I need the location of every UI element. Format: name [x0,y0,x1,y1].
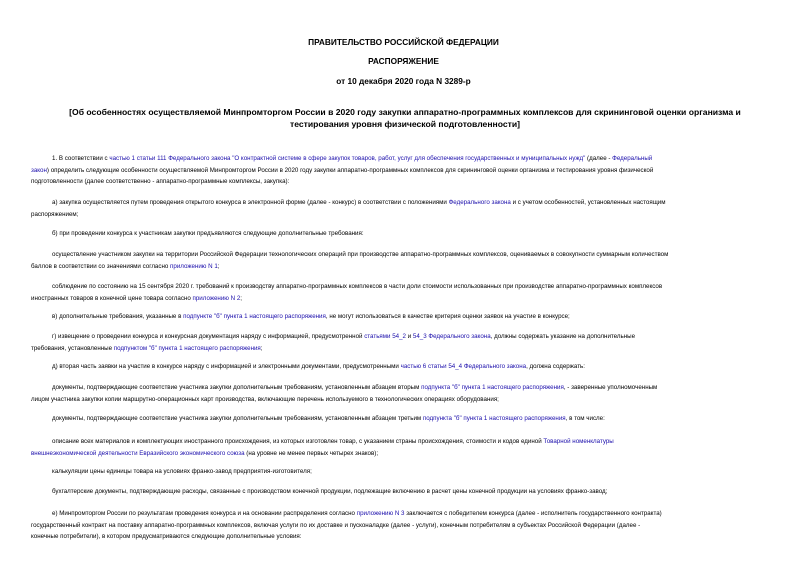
subparagraph-d-item-5 [31,486,775,498]
article-54-3-link[interactable]: 54_3 Федерального закона [412,333,491,340]
text: иностранных товаров в конечной цене товара согласно [31,294,193,302]
paragraph-1 [31,153,775,188]
text: (на уровне не менее первых четырех знаков); [244,449,379,457]
document-type: РАСПОРЯЖЕНИЕ [368,56,439,66]
text: , не могут использоваться в качестве критерия оценки заявок на участие в конкурсе; [325,313,570,320]
subparagraph-b-link[interactable]: подпункта "б" пункта 1 настоящего распоряжения [422,415,566,422]
text: государственный контракт на поставку аппаратно-программных комплексов, включая услуги по их доставке и пусконаладке (далее - услуги), конечным потребителям в субъектах Российской Федерации (далее - [31,521,641,529]
subparagraph-d-item-2 [31,413,775,425]
text: калькуляции цены единицы товара на условиях франко-завод предприятия-изготовителя; [52,468,312,475]
federal-law-link-cont[interactable]: закон [31,166,47,174]
text: баллов в соответствии со значениями согласно [31,262,171,270]
appendix-3-link[interactable]: приложению N 3 [356,510,405,517]
text: в) дополнительные требования, указанные в [52,313,184,320]
appendix-2-link[interactable]: приложению N 2 [192,294,241,302]
text: (далее - [585,155,613,162]
appendix-1-link[interactable]: приложению N 1 [170,262,218,270]
federal-law-link[interactable]: Федеральный [612,155,653,162]
text: е) Минпромторгом России по результатам проведения конкурса и на основании распределения согласно [52,510,357,517]
text: и с учетом особенностей, установленных настоящим [510,199,666,206]
subparagraph-b [31,228,775,240]
text: осуществление участником закупки на территории Российской Федерации технологических операций при производстве аппаратно-программных комплексов, оцениваемых в совокупности суммарным количеством [52,251,669,258]
text: распоряжением; [31,210,79,218]
text: б) при проведении конкурса к участникам закупки предъявляются следующие дополнительные требования: [52,230,364,237]
subparagraph-a [31,197,775,220]
subparagraph-b-link[interactable]: подпункта "б" пункта 1 настоящего распоряжения [421,384,564,391]
tn-ved-link[interactable]: Товарной номенклатуры [543,438,614,445]
text: подготовленности (далее соответственно - аппаратно-программные комплексы, закупка): [31,178,290,185]
subparagraph-e [31,508,775,543]
text: конечные потребители), в котором предусматриваются следующие дополнительные условия: [31,533,302,540]
subparagraph-g [31,331,775,354]
subparagraph-b-link[interactable]: подпунктом "б" пункта 1 настоящего распоряжения [113,344,261,352]
text: документы, подтверждающие соответствие участника закупки дополнительным требованиям, установленным абзацем третьим [52,415,423,422]
subparagraph-b-item-1 [31,249,775,272]
document-title-line-2: тестирования уровня физической подготовленности] [290,119,520,129]
text: документы, подтверждающие соответствие участника закупки дополнительным требованиям, установленным абзацем вторым [52,384,422,391]
text: лицом участника закупки копии маршрутно-операционных карт производства, включающие перечень используемого в технологических операциях оборудования; [31,395,499,403]
text: , должны содержать указание на дополнительные [490,333,636,340]
text: г) извещение о проведении конкурса и конкурсная документация наряду с информацией, предусмотренной [52,333,365,340]
subparagraph-b-item-2 [31,281,775,304]
text: и [405,333,413,340]
subparagraph-d-item-1 [31,382,775,405]
article-54-2-link[interactable]: статьями 54_2 [364,333,406,340]
tn-ved-link-cont[interactable]: внешнеэкономической деятельности Евразийского экономического союза [31,449,245,457]
subparagraph-d [31,361,775,373]
document-date: от 10 декабря 2020 года N 3289-р [336,76,471,86]
subparagraph-b-link[interactable]: подпункте "б" пункта 1 настоящего распоряжения [183,313,326,320]
text: ; [240,294,242,302]
text: д) вторая часть заявки на участие в конкурсе наряду с информацией и электронными документами, предусмотренными [52,363,401,370]
text: 1. В соответствии с [52,155,110,162]
subparagraph-d-item-4 [31,466,775,478]
text: а) закупка осуществляется путем проведения открытого конкурса в электронной форме (далее - конкурс) в соответствии с положениями [52,199,449,206]
law-article-link[interactable]: частью 1 статьи 111 Федерального закона "О контрактной системе в сфере закупок товаров, работ, услуг для обеспечения государственных и муниципальных нужд" [109,155,586,162]
text: бухгалтерские документы, подтверждающие расходы, связанные с производством конечной продукции, подлежащие включению в расчет цены конечной продукции на условиях франко-завод; [52,488,608,495]
subparagraph-d-item-3 [31,436,775,459]
text: требования, установленные [31,344,114,352]
article-54-4-link[interactable]: частью 6 статьи 54_4 Федерального закона [400,363,527,370]
text: соблюдение по состоянию на 15 сентября 2020 г. требований к производству аппаратно-программных комплексов в части доли стоимости использованных при производстве аппаратно-программных комплексов [52,283,663,290]
text: , - заверенные уполномоченным [563,384,658,391]
text: ; [217,262,220,270]
text: , в том числе: [565,415,605,422]
federal-law-link[interactable]: Федерального закона [448,199,511,206]
text: , должна содержать: [526,363,585,370]
government-name: ПРАВИТЕЛЬСТВО РОССИЙСКОЙ ФЕДЕРАЦИИ [308,37,499,47]
text: заключается с победителем конкурса (далее - исполнитель государственного контракта) [404,510,662,517]
text: ; [260,344,263,352]
text: ) определить следующие особенности осуществляемой Минпромторгом России в 2020 году закупки аппаратно-программных комплексов для скрининговой оценки организма и тестирования уровня физической [46,166,654,174]
text: описание всех материалов и комплектующих иностранного происхождения, из которых изготовлен товар, с указанием страны происхождения, стоимости и кодов единой [52,438,544,445]
document-title-line-1: [Об особенностях осуществляемой Минпромторгом России в 2020 году закупки аппаратно-программных комплексов для скрининговой оценки организма и [69,107,741,117]
subparagraph-v [31,311,775,323]
